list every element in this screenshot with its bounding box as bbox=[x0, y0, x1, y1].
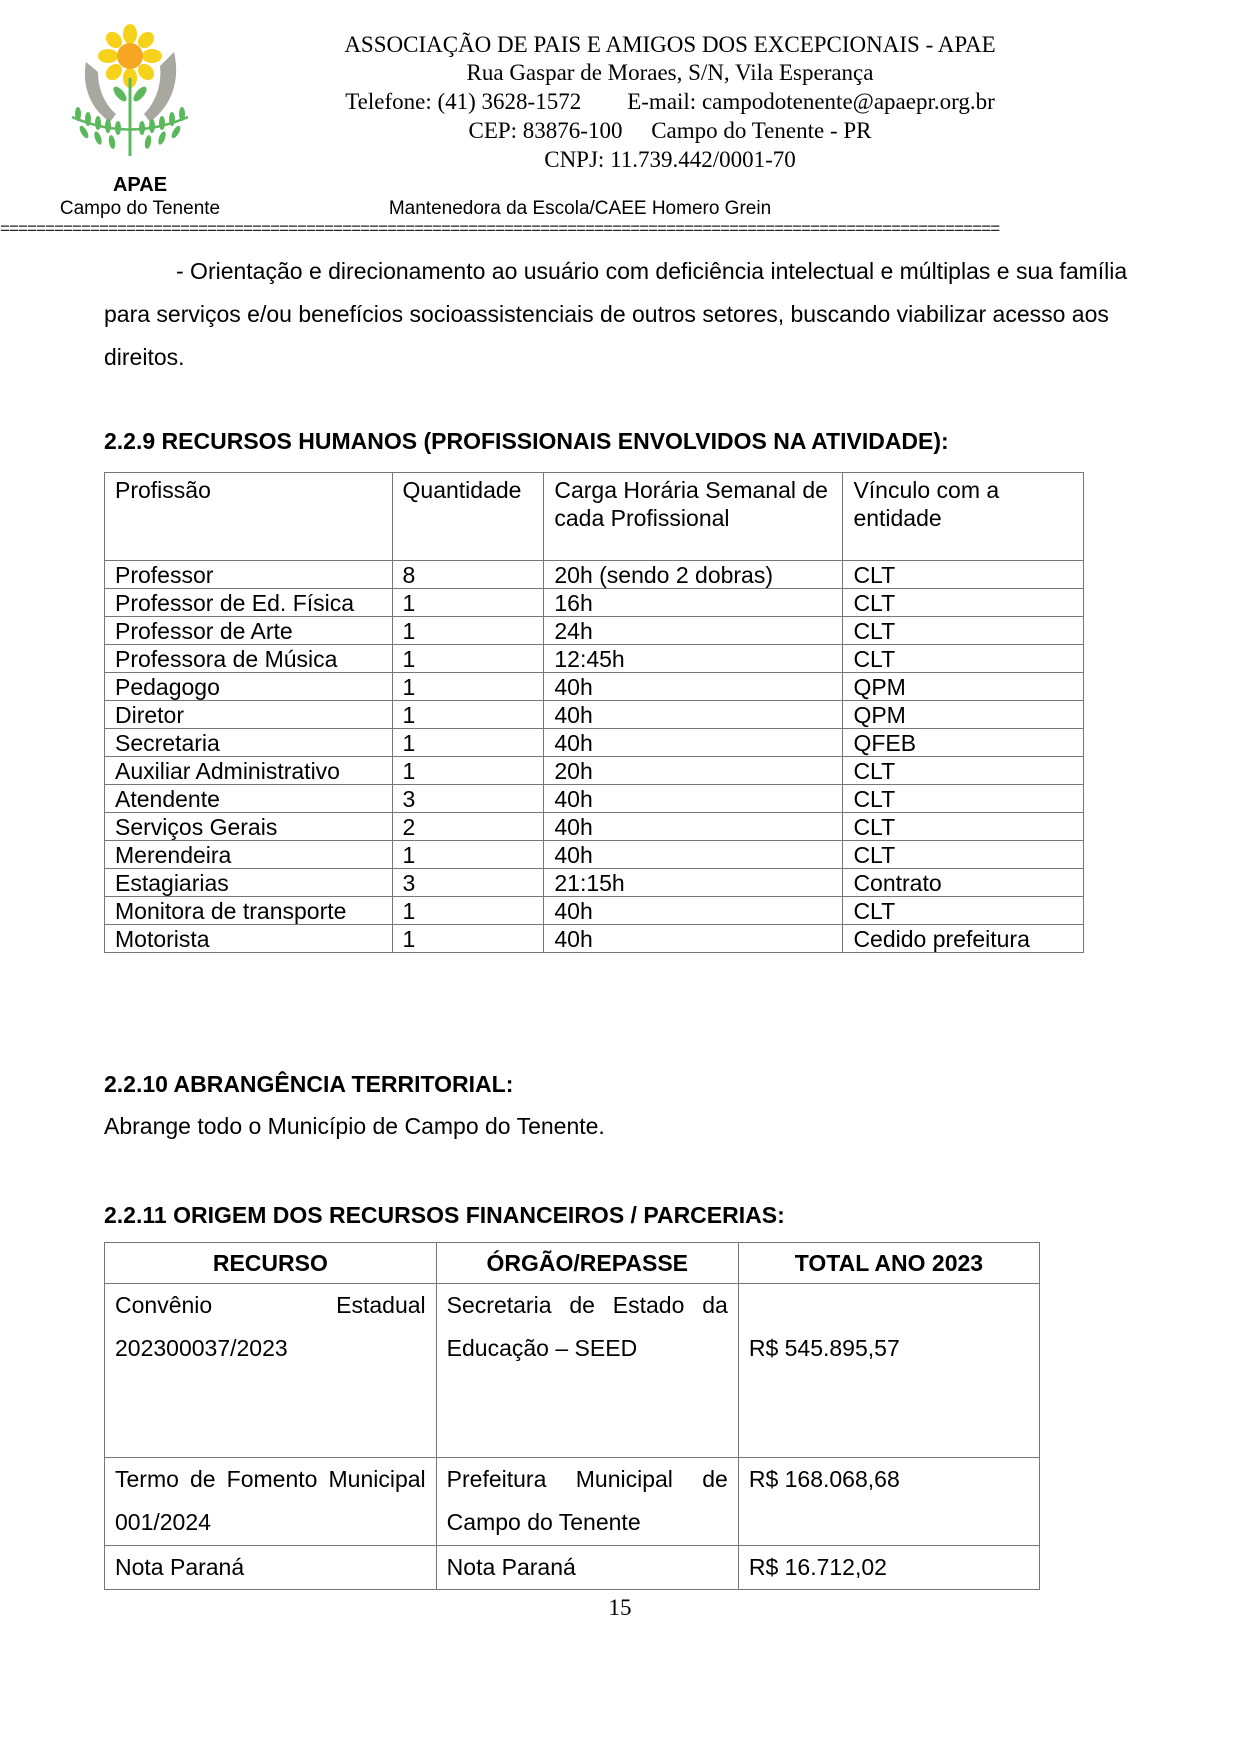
table-row bbox=[105, 1546, 1040, 1590]
table-row bbox=[105, 1458, 1040, 1546]
table-row bbox=[105, 869, 1084, 897]
table-cell: Termo de Fomento Municipal 001/2024 bbox=[105, 1458, 437, 1546]
org-name: ASSOCIAÇÃO DE PAIS E AMIGOS DOS EXCEPCIONAIS - APAE bbox=[344, 32, 996, 57]
table-cell: Pedagogo bbox=[105, 673, 393, 701]
table-row bbox=[105, 925, 1084, 953]
table-cell: Professor de Arte bbox=[105, 617, 393, 645]
table-cell: 2 bbox=[392, 813, 544, 841]
table-row bbox=[105, 701, 1084, 729]
table-header-row bbox=[105, 1243, 1040, 1284]
column-header: Vínculo com a entidade bbox=[843, 473, 1084, 561]
section-title-territorial: 2.2.10 ABRANGÊNCIA TERRITORIAL: bbox=[104, 1071, 514, 1097]
column-header: ÓRGÃO/REPASSE bbox=[436, 1243, 738, 1284]
table-row bbox=[105, 813, 1084, 841]
table-cell: Merendeira bbox=[105, 841, 393, 869]
table-cell: Professor de Ed. Física bbox=[105, 589, 393, 617]
table-row bbox=[105, 589, 1084, 617]
table-cell: Contrato bbox=[843, 869, 1084, 897]
column-header: Quantidade bbox=[392, 473, 544, 561]
table-cell: 1 bbox=[392, 617, 544, 645]
table-cell: 21:15h bbox=[544, 869, 843, 897]
column-header: Profissão bbox=[105, 473, 393, 561]
table-cell: 20h (sendo 2 dobras) bbox=[544, 561, 843, 589]
table-row bbox=[105, 1284, 1040, 1458]
table-cell: 20h bbox=[544, 757, 843, 785]
table-cell: Estagiarias bbox=[105, 869, 393, 897]
table-cell: 8 bbox=[392, 561, 544, 589]
table-cell: 3 bbox=[392, 785, 544, 813]
section-title-human-resources: 2.2.9 RECURSOS HUMANOS (PROFISSIONAIS ENVOLVIDOS NA ATIVIDADE): bbox=[104, 428, 949, 454]
table-cell: QFEB bbox=[843, 729, 1084, 757]
table-cell: 12:45h bbox=[544, 645, 843, 673]
table-cell: CLT bbox=[843, 897, 1084, 925]
table-cell: 1 bbox=[392, 897, 544, 925]
table-cell: 1 bbox=[392, 673, 544, 701]
table-cell: QPM bbox=[843, 701, 1084, 729]
table-header-row bbox=[105, 473, 1084, 561]
table-cell: QPM bbox=[843, 673, 1084, 701]
table-cell: Atendente bbox=[105, 785, 393, 813]
org-cep-city: CEP: 83876-100 Campo do Tenente - PR bbox=[468, 118, 872, 143]
column-header: TOTAL ANO 2023 bbox=[738, 1243, 1039, 1284]
table-cell: CLT bbox=[843, 589, 1084, 617]
table-cell: 24h bbox=[544, 617, 843, 645]
table-cell: 16h bbox=[544, 589, 843, 617]
table-cell: Diretor bbox=[105, 701, 393, 729]
org-contact: Telefone: (41) 3628-1572 E-mail: campodotenente@apaepr.org.br bbox=[345, 89, 995, 114]
table-cell: 3 bbox=[392, 869, 544, 897]
table-cell: 1 bbox=[392, 841, 544, 869]
table-cell: 1 bbox=[392, 925, 544, 953]
table-cell: 40h bbox=[544, 729, 843, 757]
table-cell: 1 bbox=[392, 729, 544, 757]
table-row bbox=[105, 729, 1084, 757]
table-row bbox=[105, 645, 1084, 673]
org-subtitle: Mantenedora da Escola/CAEE Homero Grein bbox=[388, 198, 772, 219]
table-cell: 40h bbox=[544, 785, 843, 813]
table-cell: R$ 545.895,57 bbox=[738, 1284, 1039, 1458]
table-cell: Nota Paraná bbox=[436, 1546, 738, 1590]
table-cell: CLT bbox=[843, 757, 1084, 785]
column-header: RECURSO bbox=[105, 1243, 437, 1284]
page-number: 15 bbox=[608, 1595, 632, 1620]
apae-logo-icon bbox=[64, 22, 196, 158]
table-cell: Monitora de transporte bbox=[105, 897, 393, 925]
table-cell: R$ 16.712,02 bbox=[738, 1546, 1039, 1590]
table-row bbox=[105, 617, 1084, 645]
table-cell: Serviços Gerais bbox=[105, 813, 393, 841]
table-cell: CLT bbox=[843, 645, 1084, 673]
table-cell: Cedido prefeitura bbox=[843, 925, 1084, 953]
header-separator: =============================================================================================================== bbox=[0, 224, 1000, 240]
financial-resources-table bbox=[104, 1242, 1040, 1590]
table-cell: R$ 168.068,68 bbox=[738, 1458, 1039, 1546]
table-cell: CLT bbox=[843, 813, 1084, 841]
table-cell: 40h bbox=[544, 841, 843, 869]
table-row bbox=[105, 841, 1084, 869]
table-cell: CLT bbox=[843, 785, 1084, 813]
section-title-financial: 2.2.11 ORIGEM DOS RECURSOS FINANCEIROS / PARCERIAS: bbox=[104, 1202, 785, 1228]
logo-city: Campo do Tenente bbox=[59, 198, 221, 219]
table-cell: 40h bbox=[544, 813, 843, 841]
table-cell: Auxiliar Administrativo bbox=[105, 757, 393, 785]
table-cell: 40h bbox=[544, 897, 843, 925]
table-cell: Professora de Música bbox=[105, 645, 393, 673]
table-cell: Prefeitura Municipal de Campo do Tenente bbox=[436, 1458, 738, 1546]
table-cell: 40h bbox=[544, 925, 843, 953]
table-cell: 40h bbox=[544, 673, 843, 701]
table-row bbox=[105, 673, 1084, 701]
table-row bbox=[105, 757, 1084, 785]
org-address: Rua Gaspar de Moraes, S/N, Vila Esperança bbox=[466, 60, 874, 85]
table-cell: 1 bbox=[392, 757, 544, 785]
table-cell: Secretaria bbox=[105, 729, 393, 757]
table-cell: Secretaria de Estado da Educação – SEED bbox=[436, 1284, 738, 1458]
table-cell: Convênio Estadual 202300037/2023 bbox=[105, 1284, 437, 1458]
table-cell: CLT bbox=[843, 841, 1084, 869]
table-row bbox=[105, 561, 1084, 589]
logo-label: APAE bbox=[112, 174, 168, 196]
table-cell: CLT bbox=[843, 561, 1084, 589]
table-cell: 1 bbox=[392, 701, 544, 729]
table-row bbox=[105, 897, 1084, 925]
table-cell: 1 bbox=[392, 645, 544, 673]
table-cell: Professor bbox=[105, 561, 393, 589]
column-header: Carga Horária Semanal de cada Profissional bbox=[544, 473, 843, 561]
table-cell: 1 bbox=[392, 589, 544, 617]
table-cell: 40h bbox=[544, 701, 843, 729]
territorial-text: Abrange todo o Município de Campo do Tenente. bbox=[104, 1113, 605, 1139]
table-cell: Nota Paraná bbox=[105, 1546, 437, 1590]
table-cell: CLT bbox=[843, 617, 1084, 645]
table-cell: Motorista bbox=[105, 925, 393, 953]
intro-paragraph: - Orientação e direcionamento ao usuário com deficiência intelectual e múltiplas e sua família para serviços e/ou benefícios socioassistenciais de outros setores, buscando viabilizar acesso aos direitos. bbox=[104, 258, 1128, 370]
table-row bbox=[105, 785, 1084, 813]
human-resources-table bbox=[104, 472, 1084, 953]
org-cnpj: CNPJ: 11.739.442/0001-70 bbox=[544, 147, 796, 172]
